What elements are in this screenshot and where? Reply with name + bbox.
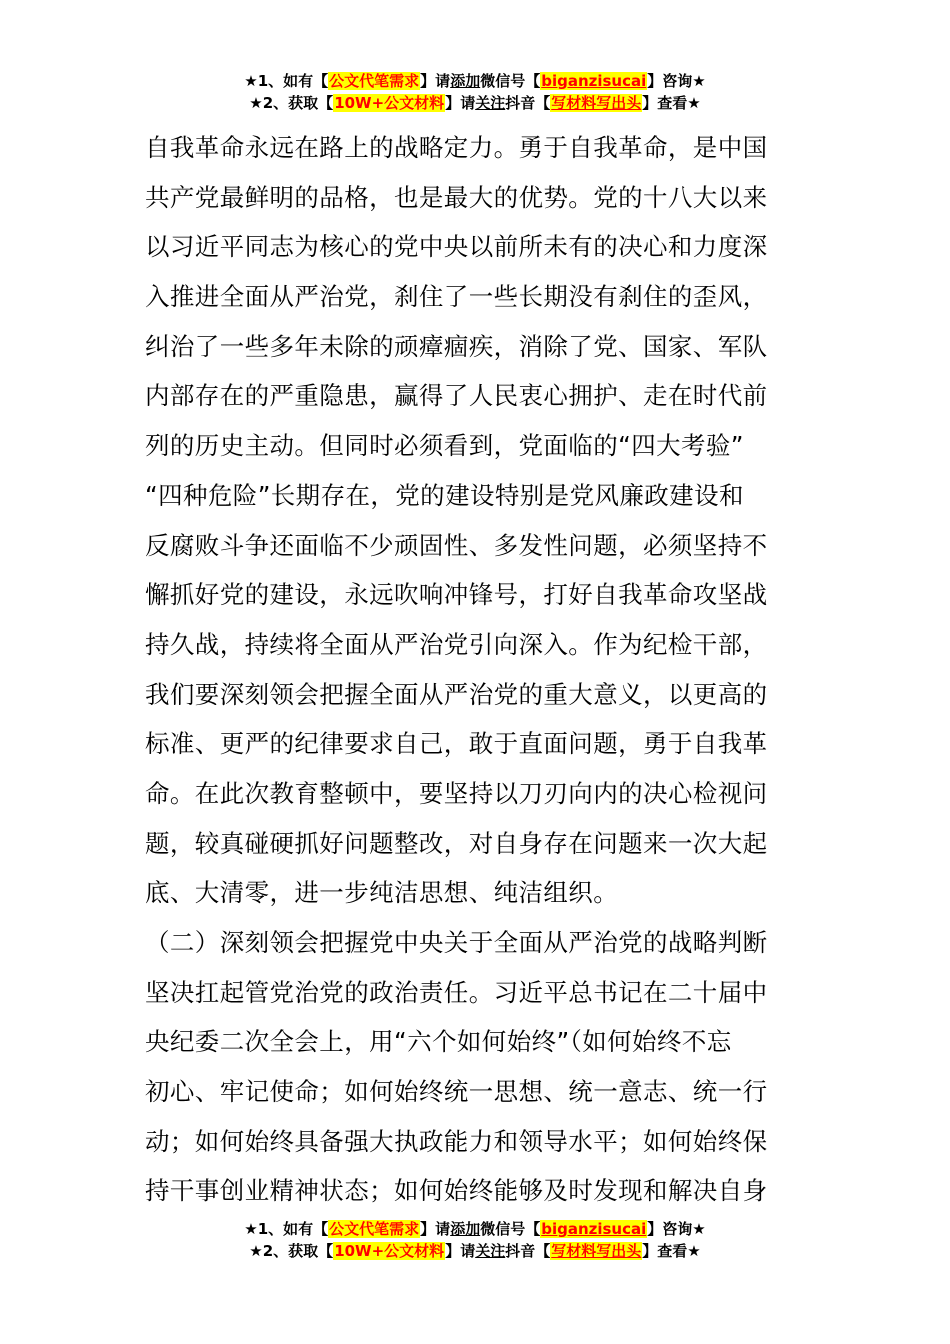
banner-text: 微信号【 xyxy=(480,1220,541,1238)
banner-highlight: 公文代笔需求 xyxy=(329,1220,420,1238)
body-line: 题，较真碰硬抓好问题整改，对自身存在问题来一次大起 xyxy=(145,828,768,858)
banner-line-2 xyxy=(0,92,950,114)
banner-line-1 xyxy=(0,70,950,92)
section-heading-line: （二）深刻领会把握党中央关于全面从严治党的战略判断 xyxy=(145,928,768,957)
body-line: 内部存在的严重隐患，赢得了人民衷心拥护、走在时代前 xyxy=(145,381,768,411)
banner-wechat-id: biganzisucai xyxy=(541,72,647,90)
banner-text: 】请 xyxy=(445,94,476,112)
body-line: 央纪委二次全会上，用“六个如何始终”（如何始终不忘 xyxy=(145,1027,732,1057)
banner-text: 】请 xyxy=(445,1242,476,1260)
banner-text: ★2、获取【 xyxy=(249,94,334,112)
body-line: 反腐败斗争还面临不少顽固性、多发性问题，必须坚持不 xyxy=(145,530,768,560)
banner-text: ★1、如有【 xyxy=(244,1220,329,1238)
body-line: 懈抓好党的建设，永远吹响冲锋号，打好自我革命攻坚战 xyxy=(145,580,768,610)
body-line: 列的历史主动。但同时必须看到，党面临的“四大考验” xyxy=(145,431,744,461)
banner-underline: 添加 xyxy=(450,1220,481,1238)
banner-text: 】咨询★ xyxy=(647,72,706,90)
body-line: 底、大清零，进一步纯洁思想、纯洁组织。 xyxy=(145,878,619,908)
header-banner xyxy=(0,70,950,114)
banner-text: 】咨询★ xyxy=(647,1220,706,1238)
banner-highlight: 公文代笔需求 xyxy=(329,72,420,90)
banner-text: ★1、如有【 xyxy=(244,72,329,90)
body-line: 自我革命永远在路上的战略定力。勇于自我革命，是中国 xyxy=(145,133,768,162)
banner-douyin-id: 写材料写出头 xyxy=(551,1242,642,1260)
banner-douyin-id: 写材料写出头 xyxy=(551,94,642,112)
body-line: 入推进全面从严治党，刹住了一些长期没有刹住的歪风， xyxy=(145,282,768,312)
body-line: 初心、牢记使命；如何始终统一思想、统一意志、统一行 xyxy=(145,1077,768,1107)
banner-underline: 添加 xyxy=(450,72,481,90)
body-line: 我们要深刻领会把握全面从严治党的重大意义，以更高的 xyxy=(145,679,768,709)
banner-highlight: 10W+公文材料 xyxy=(334,94,445,112)
body-line: 坚决扛起管党治党的政治责任。习近平总书记在二十届中 xyxy=(145,977,768,1007)
banner-underline: 关注 xyxy=(475,1242,506,1260)
footer-banner xyxy=(0,1218,950,1262)
banner-line-1 xyxy=(0,1218,950,1240)
banner-highlight: 10W+公文材料 xyxy=(334,1242,445,1260)
body-line: 命。在此次教育整顿中，要坚持以刀刃向内的决心检视问 xyxy=(145,778,768,808)
body-line: 持干事创业精神状态；如何始终能够及时发现和解决自身 xyxy=(145,1176,768,1206)
document-body xyxy=(145,123,810,1216)
body-line: 动；如何始终具备强大执政能力和领导水平；如何始终保 xyxy=(145,1126,768,1156)
body-line: 持久战，持续将全面从严治党引向深入。作为纪检干部， xyxy=(145,629,768,659)
banner-text: 微信号【 xyxy=(480,72,541,90)
banner-text: 抖音【 xyxy=(505,1242,551,1260)
banner-text: 】请 xyxy=(420,1220,451,1238)
body-line: 共产党最鲜明的品格，也是最大的优势。党的十八大以来 xyxy=(145,182,768,212)
banner-text: 】查看★ xyxy=(642,1242,701,1260)
banner-underline: 关注 xyxy=(475,94,506,112)
body-line: 以习近平同志为核心的党中央以前所未有的决心和力度深 xyxy=(145,232,768,262)
banner-text: ★2、获取【 xyxy=(249,1242,334,1260)
banner-text: 】查看★ xyxy=(642,94,701,112)
body-line: 纠治了一些多年未除的顽瘴痼疾，消除了党、国家、军队 xyxy=(145,331,768,361)
banner-text: 抖音【 xyxy=(505,94,551,112)
banner-text: 】请 xyxy=(420,72,451,90)
body-line: “四种危险”长期存在，党的建设特别是党风廉政建设和 xyxy=(145,480,744,510)
banner-wechat-id: biganzisucai xyxy=(541,1220,647,1238)
banner-line-2 xyxy=(0,1240,950,1262)
body-line: 标准、更严的纪律要求自己，敢于直面问题，勇于自我革 xyxy=(145,729,768,759)
